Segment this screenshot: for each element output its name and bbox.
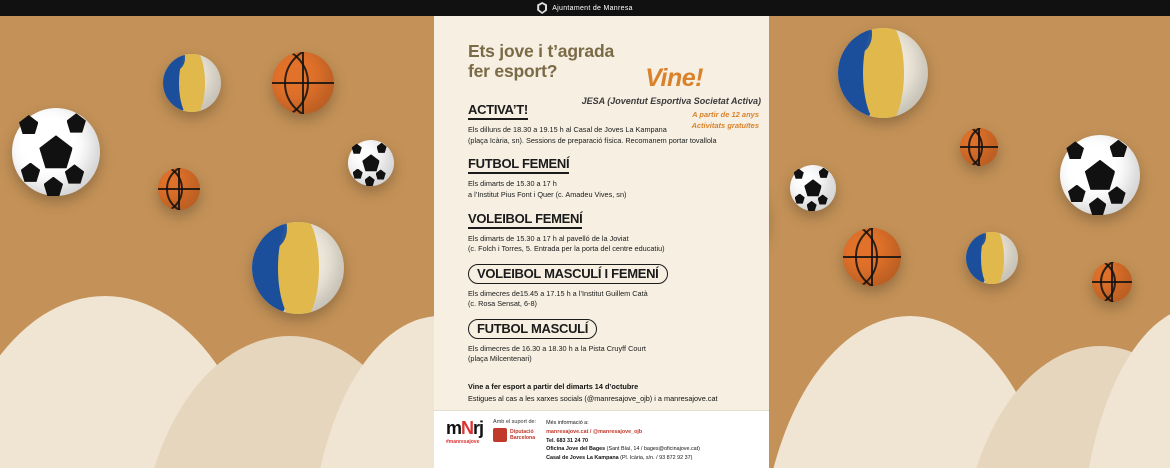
site-header: [0, 0, 1170, 16]
volley-ball-icon: [838, 28, 928, 118]
basket-ball-icon: [158, 168, 200, 210]
poster-call-to-action: Vine!: [645, 64, 703, 92]
soccer-patch: [352, 144, 362, 154]
contact-title: Més informació a:: [546, 420, 589, 426]
diputacio-mark-icon: [493, 428, 507, 442]
activity-details: [468, 179, 755, 200]
activity-detail-line: (c. Rosa Sensat, 6-8): [468, 299, 537, 309]
activity-title: FUTBOL MASCULÍ: [468, 319, 597, 339]
soccer-patch: [376, 169, 386, 179]
age-line-1: A partir de 12 anys: [692, 110, 759, 119]
activity-title: VOLEIBOL MASCULÍ I FEMENÍ: [468, 264, 668, 284]
basket-ball-icon: [960, 128, 998, 166]
contact-phone: Tel. 683 31 24 70: [546, 437, 588, 444]
headline-line-2: fer esport?: [468, 60, 558, 81]
diputacio-logo: [493, 428, 536, 442]
contact-office-detail: (Sant Blaí, 14 / bages@oficinajove.cat): [606, 446, 700, 453]
soccer-patch: [1068, 185, 1086, 203]
soccer-patch: [795, 194, 805, 204]
footer-note-line-2: Estigues al cas a les xarxes socials (@manresajove_ojb) i a manresajove.cat: [468, 393, 718, 403]
soccer-patch: [807, 201, 817, 211]
contact-web[interactable]: manresajove.cat / @manresajove_ojb: [546, 428, 643, 435]
soccer-patch: [1089, 197, 1107, 215]
contact-block: [546, 419, 700, 463]
soccer-patch: [819, 168, 829, 178]
soccer-patch: [794, 169, 804, 179]
soccer-ball-icon: [1060, 135, 1140, 215]
soccer-patch: [67, 113, 86, 132]
activity-details: [468, 234, 755, 255]
diputacio-line-2: Barcelona: [510, 435, 536, 441]
soccer-patch: [65, 164, 84, 183]
crest-icon: [537, 2, 547, 14]
soccer-ball-icon: [12, 108, 100, 196]
site-header-title: Ajuntament de Manresa: [552, 4, 633, 12]
basketball-line: [284, 52, 334, 114]
volley-ball-icon: [252, 222, 344, 314]
activity-detail-line: Els dimarts de 15.30 a 17 h al pavelló de la Joviat: [468, 233, 629, 243]
basketball-line: [855, 228, 901, 286]
manresajove-logo: [446, 419, 483, 445]
soccer-ball-icon: [790, 165, 836, 211]
soccer-patch: [377, 143, 387, 153]
activity-item: [468, 319, 755, 365]
contact-casal-row: [546, 454, 700, 463]
age-line-2: Activitats gratuïtes: [691, 121, 759, 131]
activity-details: [468, 289, 755, 310]
logo-subtitle: #manresajove: [446, 439, 480, 445]
logo-text: mNrj: [446, 418, 484, 438]
activity-detail-line: Els dilluns de 18.30 a 19.15 h al Casal de Joves La Kampana: [468, 125, 667, 135]
soccer-ball-icon: [348, 140, 394, 186]
footer-note-line-1: Vine a fer esport a partir del dimarts 14 d’octubre: [468, 381, 639, 391]
activity-detail-line: (c. Folch i Torres, 5. Entrada per la porta del centre educatiu): [468, 244, 665, 254]
activity-title: ACTIVA’T!: [468, 102, 528, 120]
activity-detail-line: Els dimecres de 16.30 a 18.30 h a la Pista Cruyff Court: [468, 343, 646, 353]
activity-details: [468, 344, 755, 365]
contact-casal-detail: (Pl. Icària, s/n. / 93 872 92 37): [620, 455, 693, 461]
contact-office-row: [546, 445, 700, 454]
soccer-patch: [818, 194, 828, 204]
poster-organizer: JESA (Joventut Esportiva Societat Activa): [581, 96, 761, 106]
activity-item: [468, 155, 755, 200]
activity-item: [468, 210, 755, 255]
soccer-patch: [365, 176, 375, 186]
soccer-patch: [353, 169, 363, 179]
soccer-patch: [44, 177, 63, 196]
soccer-patch: [21, 163, 40, 182]
diputacio-line-1: Diputació: [510, 428, 534, 435]
basket-ball-icon: [272, 52, 334, 114]
soccer-patch: [1110, 140, 1128, 158]
activity-detail-line: Els dimecres de15.45 a 17.15 h a l’Institut Guillem Catà: [468, 288, 648, 298]
poster-footer-note: [468, 381, 755, 404]
support-label: Amb el suport de:: [493, 419, 537, 425]
activity-details: [468, 125, 755, 146]
basketball-line: [1100, 262, 1132, 302]
volley-ball-icon: [163, 54, 221, 112]
poster-footer: [434, 410, 769, 468]
activity-list: [448, 101, 755, 365]
headline-line-1: Ets jove i t’agrada: [468, 41, 614, 61]
activity-title: FUTBOL FEMENÍ: [468, 156, 569, 174]
activity-detail-line: (plaça Milcentenari): [468, 354, 532, 364]
poster-headline: [468, 42, 755, 81]
basketball-line: [166, 168, 200, 210]
activity-title: VOLEIBOL FEMENÍ: [468, 211, 582, 229]
activity-detail-line: a l’Institut Pius Font i Quer (c. Amadeu Vives, sn): [468, 189, 627, 199]
contact-casal: Casal de Joves La Kampana: [546, 455, 619, 461]
soccer-patch: [19, 115, 38, 134]
volley-ball-icon: [966, 232, 1018, 284]
soccer-patch: [1066, 141, 1084, 159]
activity-detail-line: (plaça Icària, sn). Sessions de preparació física. Recomanem portar tovallola: [468, 135, 717, 145]
activity-detail-line: Els dimarts de 15.30 a 17 h: [468, 179, 557, 189]
basket-ball-icon: [843, 228, 901, 286]
soccer-patch: [1108, 186, 1126, 204]
diputacio-text: [510, 429, 535, 441]
poster: [434, 16, 769, 468]
activity-item: [468, 101, 755, 146]
activity-item: [468, 264, 755, 310]
basketball-line: [968, 128, 998, 166]
basket-ball-icon: [1092, 262, 1132, 302]
contact-office: Oficina Jove del Bages: [546, 446, 606, 453]
support-block: [493, 419, 536, 442]
